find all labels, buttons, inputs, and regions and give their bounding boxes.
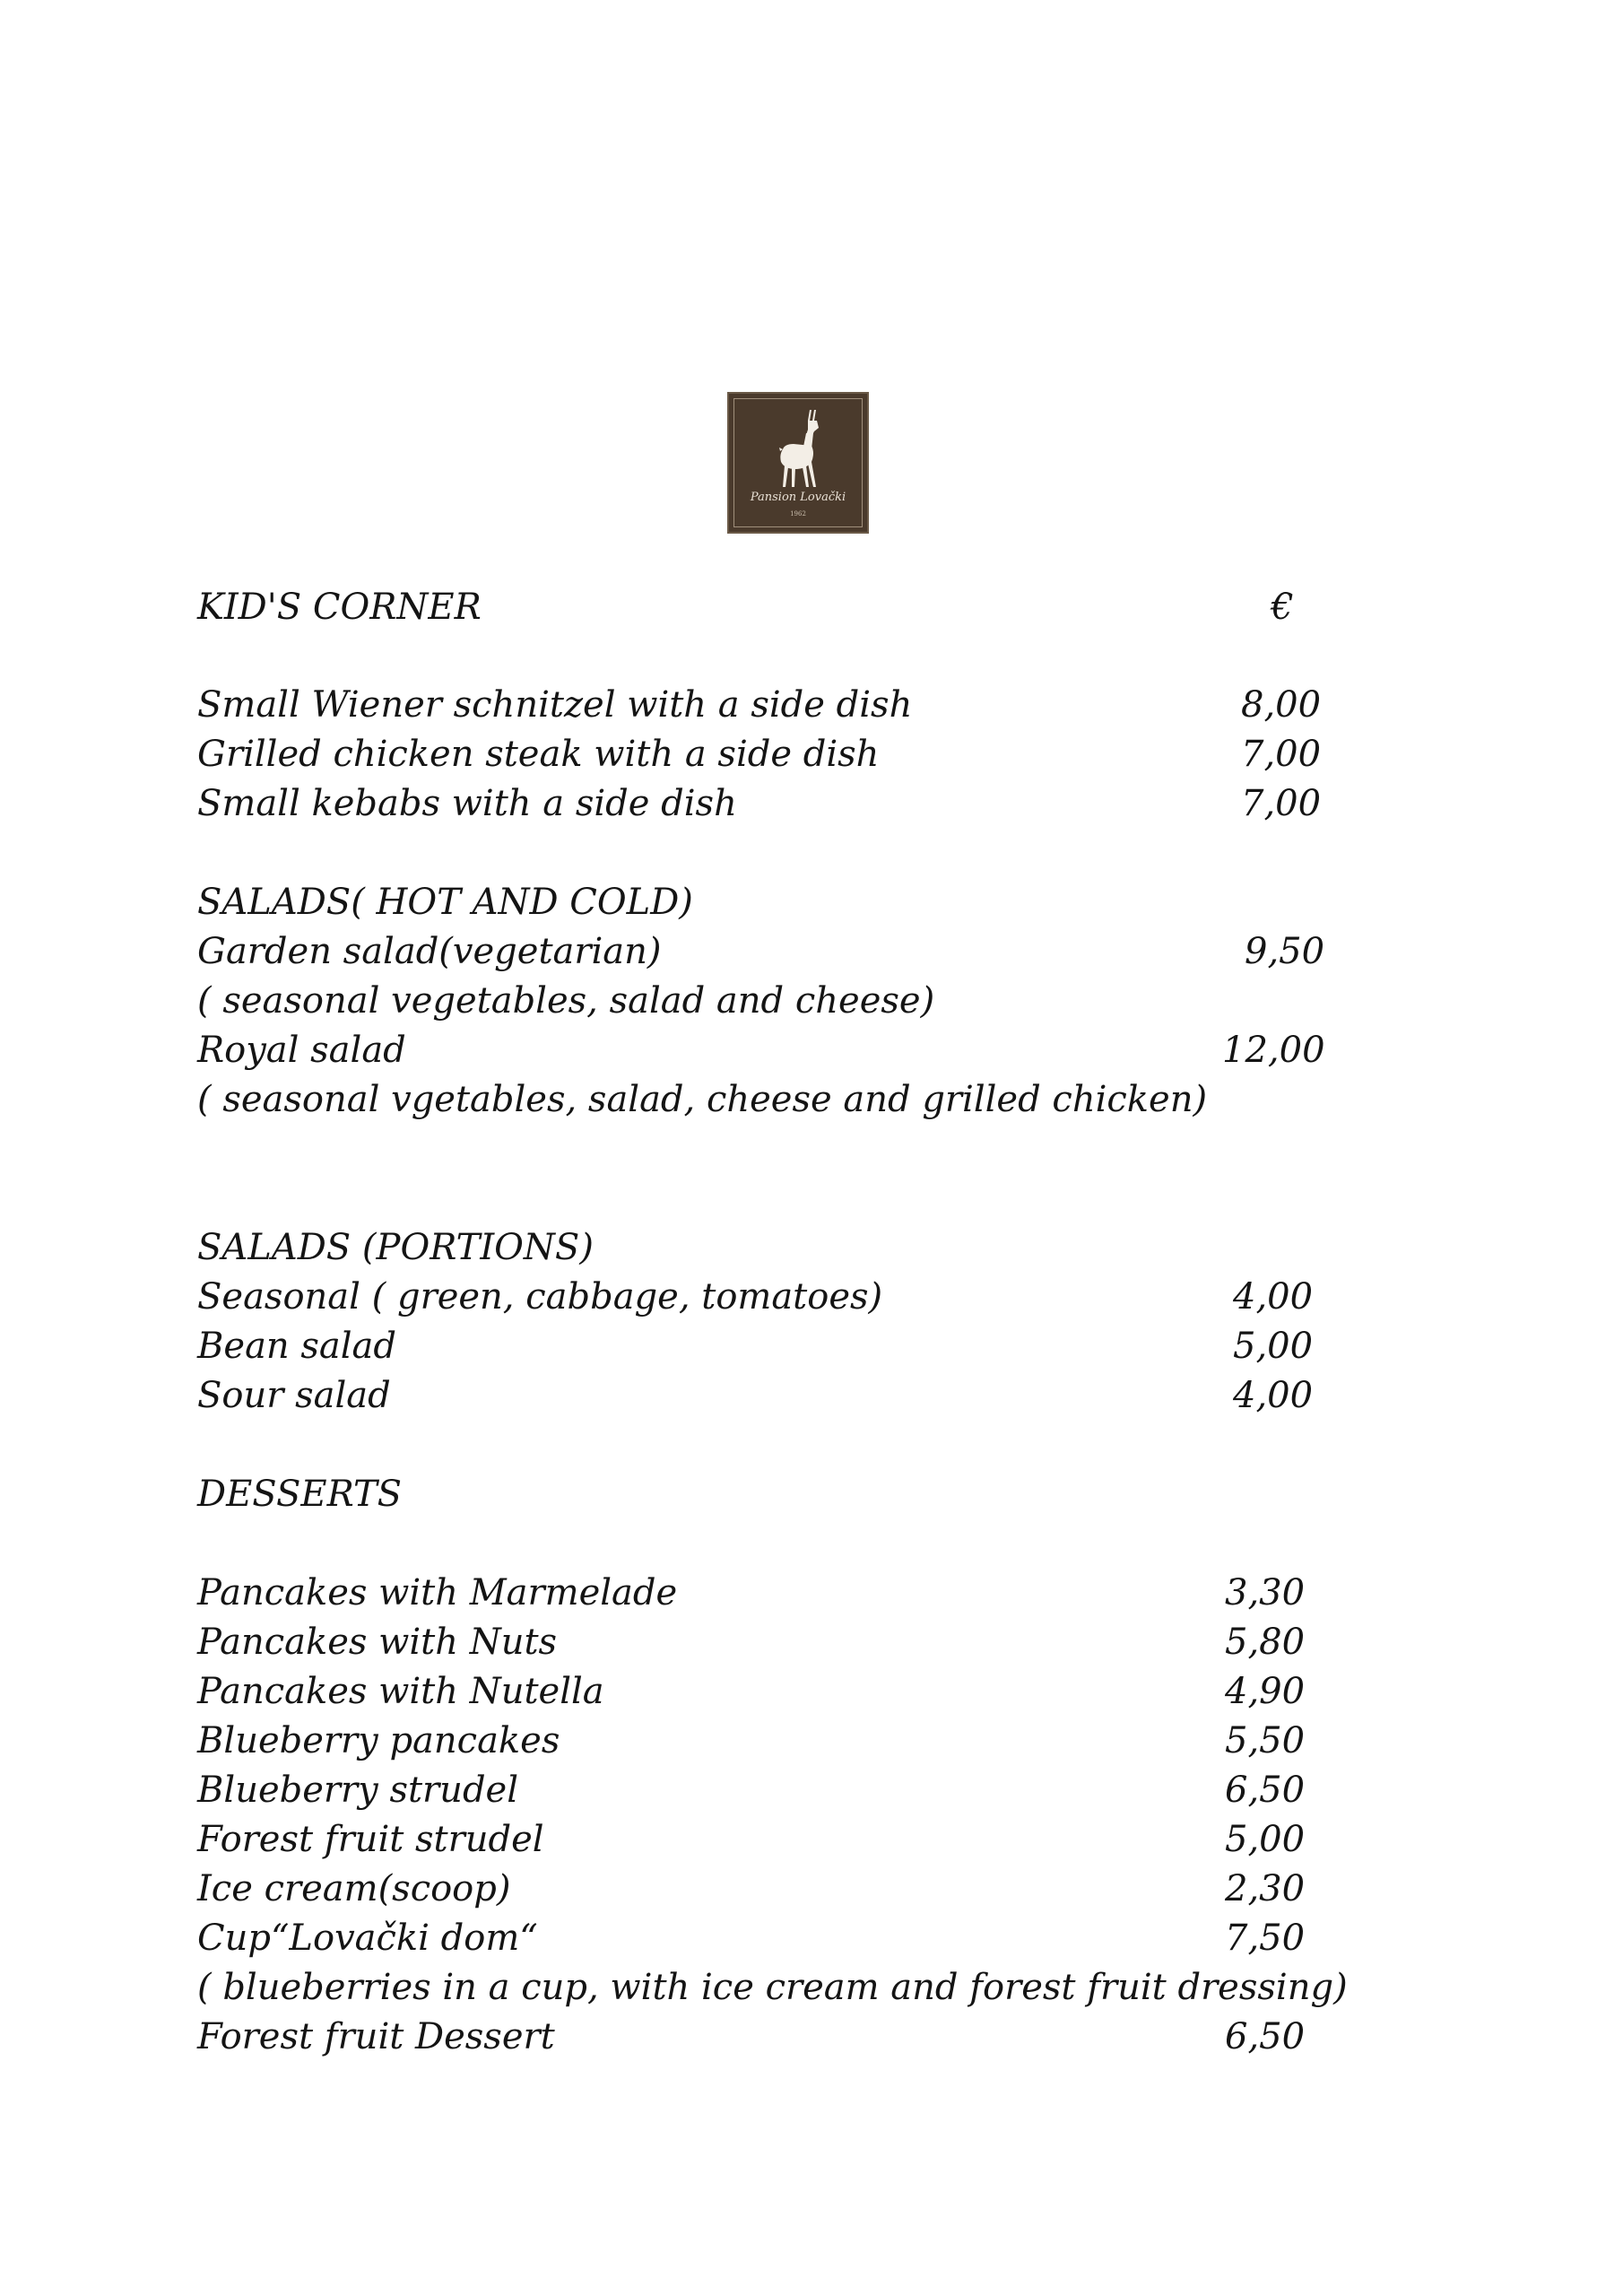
menu-item-name: Small kebabs with a side dish bbox=[197, 783, 737, 824]
menu-item-price: 8,00 bbox=[1241, 684, 1322, 726]
menu-item-name: ( seasonal vgetables, salad, cheese and grilled chicken) bbox=[197, 1079, 1208, 1120]
section-heading-label: DESSERTS bbox=[197, 1474, 403, 1515]
menu-item-price: 4,00 bbox=[1233, 1276, 1314, 1318]
section-heading bbox=[197, 878, 1318, 926]
menu-item-name: ( seasonal vegetables, salad and cheese) bbox=[197, 980, 935, 1022]
currency-header: € bbox=[1271, 587, 1294, 628]
menu-item-price: 7,00 bbox=[1241, 783, 1322, 824]
menu-item-name: Forest fruit Dessert bbox=[197, 2016, 555, 2057]
menu-item-price: 6,50 bbox=[1225, 1770, 1306, 1811]
section-heading-label: SALADS( HOT AND COLD) bbox=[197, 882, 693, 923]
menu-item bbox=[197, 730, 1322, 778]
menu-item-name: Ice cream(scoop) bbox=[197, 1868, 511, 1909]
menu-item-name: Seasonal ( green, cabbage, tomatoes) bbox=[197, 1276, 883, 1318]
menu-item-price: 6,50 bbox=[1225, 2016, 1306, 2057]
menu-item bbox=[197, 1618, 1318, 1666]
menu-item-name: Pancakes with Marmelade bbox=[197, 1572, 678, 1613]
menu-item-name: Sour salad bbox=[197, 1375, 391, 1416]
menu-item bbox=[197, 1569, 1318, 1617]
section-heading-label: SALADS (PORTIONS) bbox=[197, 1227, 594, 1268]
menu-item-name: Bean salad bbox=[197, 1326, 397, 1367]
menu-item-name: Small Wiener schnitzel with a side dish bbox=[197, 684, 913, 726]
menu-item-price: 2,30 bbox=[1225, 1868, 1306, 1909]
menu-item-name: Blueberry pancakes bbox=[197, 1720, 560, 1761]
menu-item bbox=[197, 1026, 1325, 1074]
menu-item bbox=[197, 1815, 1318, 1864]
menu-item bbox=[197, 1717, 1318, 1765]
menu-item-price: 5,00 bbox=[1225, 1819, 1306, 1860]
menu-item-name: Forest fruit strudel bbox=[197, 1819, 544, 1860]
menu-item bbox=[197, 1322, 1318, 1370]
section-heading bbox=[197, 1470, 1318, 1518]
menu-item-price: 4,00 bbox=[1233, 1375, 1314, 1416]
menu-item-name: ( blueberries in a cup, with ice cream and forest fruit dressing) bbox=[197, 1967, 1348, 2008]
menu-item-price: 5,00 bbox=[1233, 1326, 1314, 1367]
menu-item bbox=[197, 1273, 1318, 1321]
menu-item-price: 7,50 bbox=[1225, 1918, 1306, 1959]
menu-item-name: Cup“Lovački dom“ bbox=[197, 1918, 538, 1959]
menu-item bbox=[197, 1766, 1318, 1814]
menu-item-price: 12,00 bbox=[1222, 1030, 1325, 1071]
menu-item-price: 4,90 bbox=[1225, 1671, 1306, 1712]
menu-item-price: 3,30 bbox=[1225, 1572, 1306, 1613]
menu-item-description bbox=[197, 1963, 1348, 2012]
menu-item-name: Royal salad bbox=[197, 1030, 406, 1071]
menu-item-name: Garden salad(vegetarian) bbox=[197, 931, 662, 972]
menu-item bbox=[197, 2013, 1318, 2061]
section-heading bbox=[197, 583, 1318, 631]
menu-item bbox=[197, 1371, 1318, 1420]
menu-item-name: Pancakes with Nutella bbox=[197, 1671, 604, 1712]
logo-established-text: 1962 bbox=[790, 510, 806, 517]
menu-item-description bbox=[197, 1075, 1318, 1124]
menu-item-name: Pancakes with Nuts bbox=[197, 1622, 558, 1663]
menu-item bbox=[197, 1914, 1318, 1962]
menu-item-price: 5,50 bbox=[1225, 1720, 1306, 1761]
restaurant-logo bbox=[727, 392, 869, 534]
menu-item bbox=[197, 779, 1322, 828]
section-heading-label: KID'S CORNER bbox=[197, 587, 482, 628]
menu-item bbox=[197, 1865, 1318, 1913]
logo-brand-text: Pansion Lovački bbox=[750, 491, 846, 504]
menu-item-name: Grilled chicken steak with a side dish bbox=[197, 734, 880, 775]
menu-item bbox=[197, 1667, 1318, 1716]
menu-item-name: Blueberry strudel bbox=[197, 1770, 519, 1811]
menu-item bbox=[197, 927, 1325, 976]
menu-item bbox=[197, 681, 1322, 729]
menu-item-price: 7,00 bbox=[1241, 734, 1322, 775]
menu-item-description bbox=[197, 977, 1318, 1025]
menu-item-price: 9,50 bbox=[1245, 931, 1325, 972]
section-heading bbox=[197, 1223, 1318, 1272]
menu-item-price: 5,80 bbox=[1225, 1622, 1306, 1663]
